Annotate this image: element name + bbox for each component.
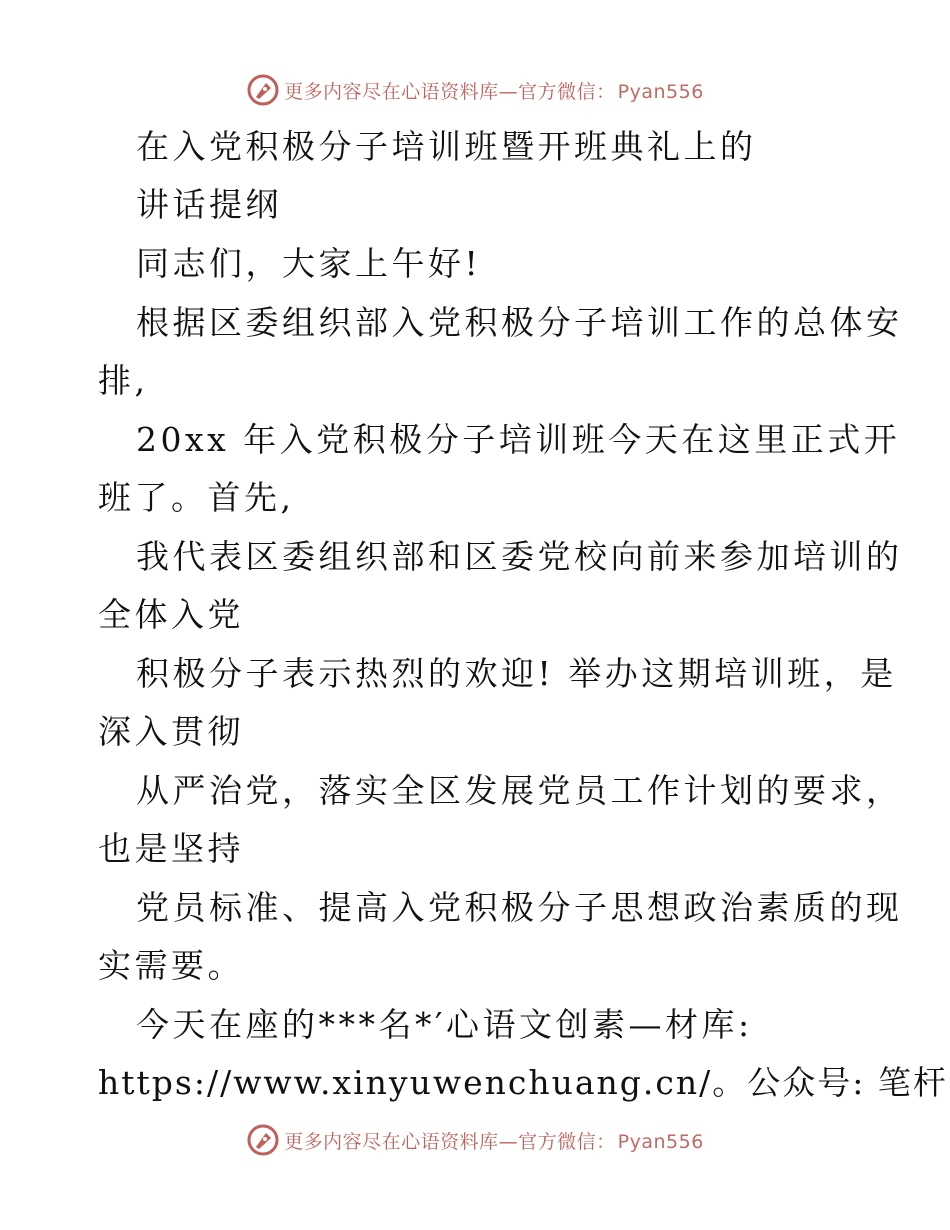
doc-paragraph-line: 根据区委组织部入党积极分子培训工作的总体安 (136, 303, 903, 342)
footer-watermark (0, 1122, 950, 1158)
doc-paragraph-line: 深入贯彻 (98, 712, 244, 751)
doc-paragraph-line: 也是坚持 (98, 829, 244, 868)
doc-paragraph-line: https://www.xinyuwenchuang.cn/。公众号: 笔杆 (98, 1063, 948, 1102)
watermark-text: 更多内容尽在心语资料库—官方微信： Pyan556 (284, 80, 704, 103)
doc-paragraph-line: 党员标准、提高入党积极分子思想政治素质的现 (136, 888, 903, 927)
watermark-text: 更多内容尽在心语资料库—官方微信： Pyan556 (284, 1130, 704, 1153)
doc-paragraph-line: 全体入党 (98, 595, 244, 634)
doc-paragraph-line: 班了。首先, (98, 478, 295, 517)
doc-greeting: 同志们，大家上午好! (136, 244, 482, 283)
doc-paragraph-line: 20xx 年入党积极分子培训班今天在这里正式开 (136, 420, 901, 459)
doc-paragraph-line: 排, (98, 361, 149, 400)
doc-paragraph-line: 今天在座的***名*′心语文创素—材库: (136, 1005, 753, 1044)
doc-title-line-1: 在入党积极分子培训班暨开班典礼上的 (136, 127, 757, 166)
pen-nib-logo-icon (246, 1123, 280, 1157)
doc-paragraph-line: 我代表区委组织部和区委党校向前来参加培训的 (136, 537, 903, 576)
doc-paragraph-line: 从严治党，落实全区发展党员工作计划的要求， (136, 771, 903, 810)
doc-paragraph-line: 积极分子表示热烈的欢迎! 举办这期培训班，是 (136, 654, 897, 693)
doc-title-line-2: 讲话提纲 (136, 185, 282, 224)
doc-paragraph-line: 实需要。 (98, 946, 244, 985)
